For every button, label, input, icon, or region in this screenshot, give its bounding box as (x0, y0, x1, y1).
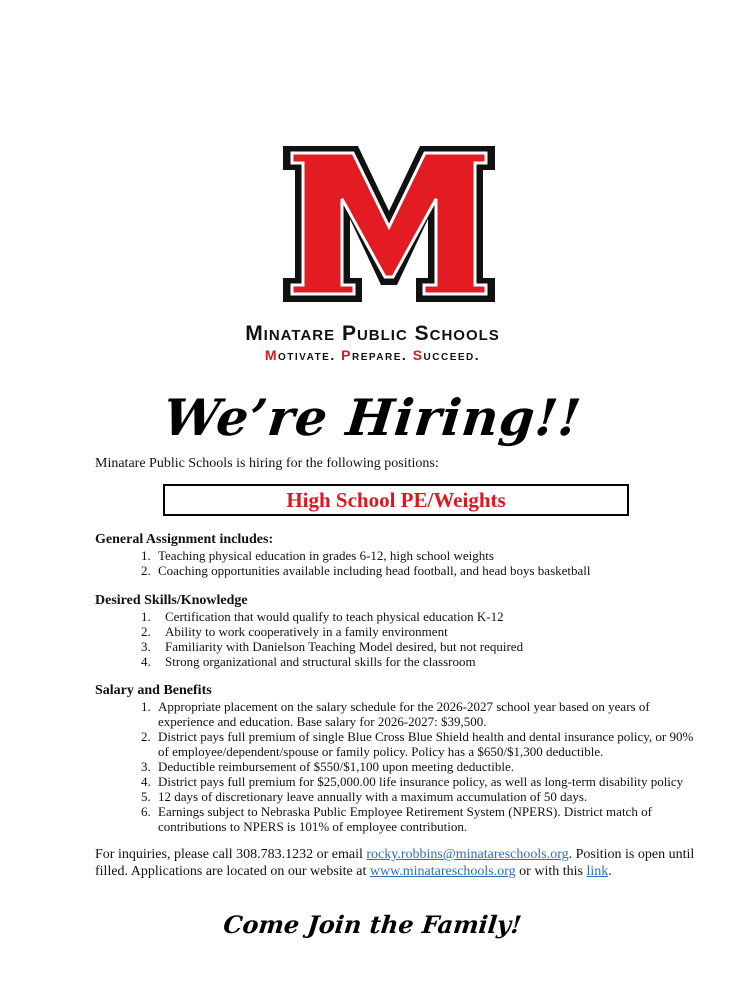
list-item: 3. Familiarity with Danielson Teaching Model desired, but not required (141, 639, 524, 654)
list-item: 3. Deductible reimbursement of $550/$1,100 upon meeting deductible. (141, 759, 514, 774)
list-item: 1. Teaching physical education in grades 6-12, high school weights (141, 548, 494, 563)
salary-benefits-list (95, 699, 695, 834)
section-heading: General Assignment includes: (95, 532, 274, 547)
salary-benefits-section (95, 683, 695, 834)
general-assignment-list (95, 548, 695, 578)
intro-text: Minatare Public Schools is hiring for the following positions: (95, 456, 439, 471)
email-link[interactable]: rocky.robbins@minatareschools.org (366, 847, 569, 862)
school-name: Minatare Public Schools (245, 322, 500, 345)
desired-skills-list (95, 609, 695, 669)
list-item: 2. District pays full premium of single Blue Cross Blue Shield health and dental insurance policy, or 90% of employee/dependent/spouse or family policy. Policy has a $650/$1,300 deductible. (141, 729, 694, 759)
list-item: 4. Strong organizational and structural skills for the classroom (141, 654, 476, 669)
list-item: 2. Ability to work cooperatively in a family environment (141, 624, 448, 639)
section-heading: Desired Skills/Knowledge (95, 593, 248, 608)
m-logo-icon (280, 143, 498, 305)
website-link[interactable]: www.minatareschools.org (369, 864, 516, 879)
list-item: 2. Coaching opportunities available including head football, and head boys basketball (141, 563, 591, 578)
list-item: 1. Certification that would qualify to teach physical education K-12 (141, 609, 504, 624)
application-link[interactable]: link (586, 864, 609, 879)
list-item: 5. 12 days of discretionary leave annually with a maximum accumulation of 50 days. (141, 789, 588, 804)
list-item: 4. District pays full premium for $25,000.00 life insurance policy, as well as long-term disability policy (141, 774, 684, 789)
list-item: 1. Appropriate placement on the salary schedule for the 2026-2027 school year based on years of experience and education. Base salary for 2026-2027: $39,500. (141, 699, 650, 729)
closing-tagline: Come Join the Family! (221, 910, 524, 939)
list-item: 6. Earnings subject to Nebraska Public Employee Retirement System (NPERS). District match of contributions to NPERS is 101% of employee contribution. (141, 804, 652, 834)
inquiry-paragraph: For inquiries, please call 308.783.1232 or email rocky.robbins@minatareschools.org. Position is open until filled. Applications are located on our website at www.minatareschools.org or with this link. (95, 847, 695, 879)
general-assignment-section (95, 532, 695, 578)
position-title: High School PE/Weights (163, 484, 629, 516)
section-heading: Salary and Benefits (95, 683, 212, 698)
school-logo (280, 143, 498, 305)
hiring-headline: We’re Hiring!! (160, 388, 585, 447)
desired-skills-section (95, 593, 695, 669)
school-motto: Motivate. Prepare. Succeed. (264, 347, 481, 363)
